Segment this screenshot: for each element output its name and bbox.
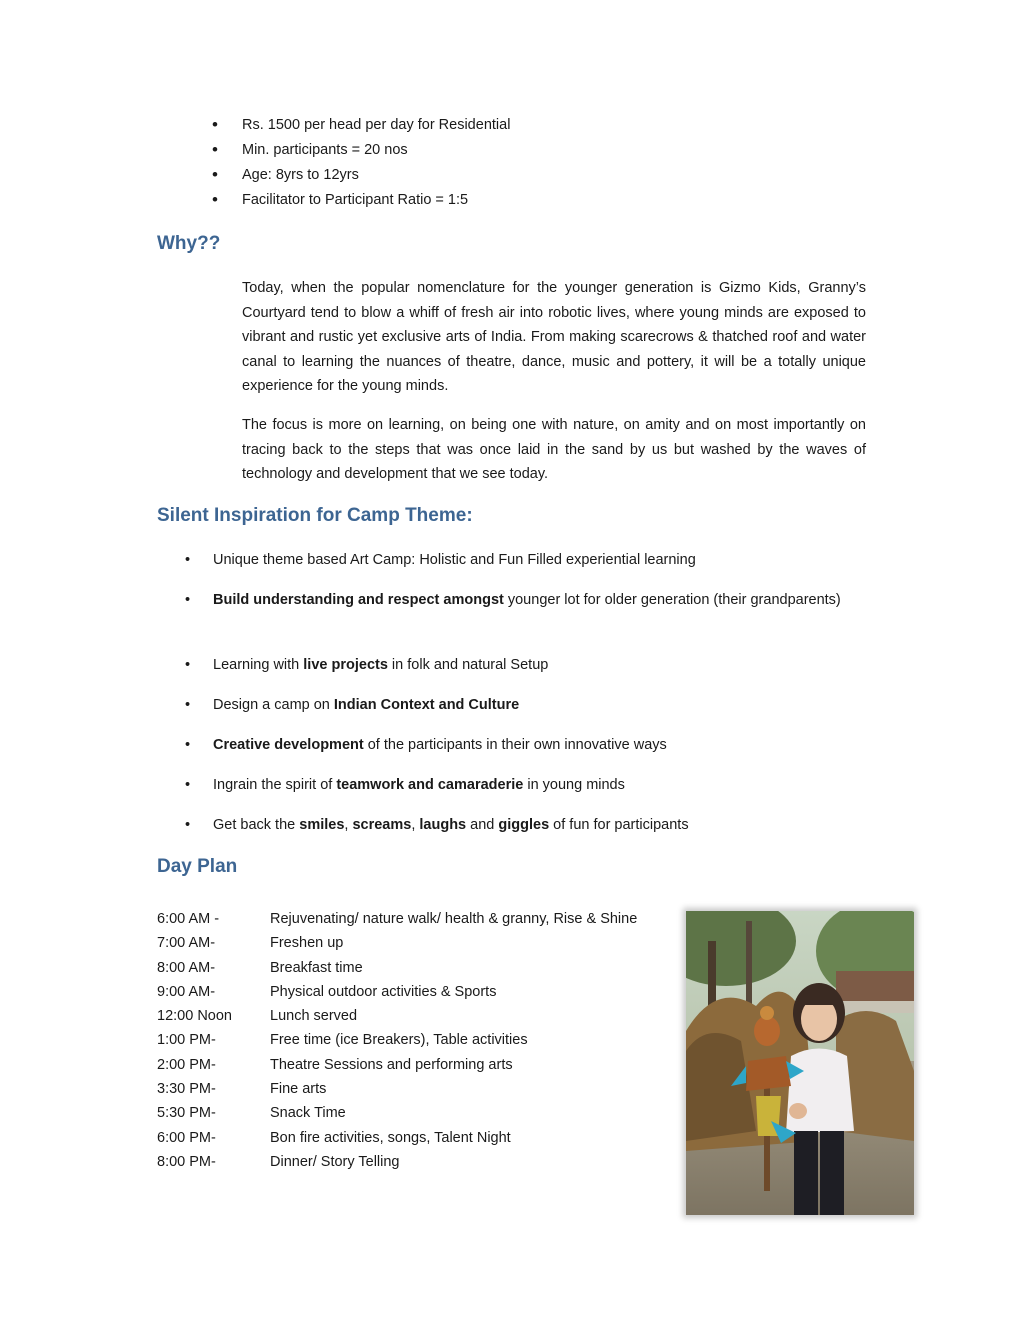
girl-with-scarecrow-illustration <box>686 911 914 1215</box>
schedule-time: 6:00 PM- <box>157 1129 216 1146</box>
schedule-row <box>157 981 637 1005</box>
bullet-marker: • <box>185 697 191 713</box>
inspiration-item <box>185 588 866 613</box>
bold-phrase: live projects <box>303 657 388 673</box>
inspiration-item-text <box>213 693 866 718</box>
schedule-activity: Breakfast time <box>270 959 363 976</box>
text-run: Get back the <box>213 817 300 833</box>
inspiration-item <box>185 813 866 838</box>
inspiration-item <box>185 773 866 798</box>
bold-phrase: Creative development <box>213 737 364 753</box>
pricing-bullet-list <box>212 114 510 214</box>
day-plan-heading: Day Plan <box>157 856 238 877</box>
schedule-activity: Rejuvenating/ nature walk/ health & granny, Rise & Shine <box>270 911 638 927</box>
schedule-activity: Fine arts <box>270 1081 327 1098</box>
schedule-time: 3:30 PM- <box>157 1081 216 1098</box>
inspiration-item-text <box>213 548 866 573</box>
bold-phrase: smiles <box>299 817 345 833</box>
inspiration-item <box>185 693 866 718</box>
schedule-activity: Theatre Sessions and performing arts <box>270 1056 513 1073</box>
inspiration-item <box>185 653 866 678</box>
day-plan-schedule <box>157 908 637 1175</box>
bold-phrase: teamwork and camaraderie <box>336 777 524 793</box>
bold-phrase: giggles <box>498 817 550 833</box>
bold-phrase: Indian Context and Culture <box>333 697 520 713</box>
bullet-marker: • <box>185 817 191 833</box>
text-run: younger lot for older generation (their grandparents) <box>503 592 841 608</box>
why-heading: Why?? <box>157 233 221 254</box>
schedule-activity: Snack Time <box>270 1105 346 1122</box>
text-run: of fun for participants <box>549 817 689 833</box>
schedule-activity: Freshen up <box>270 935 344 952</box>
text-run: Ingrain the spirit of <box>213 777 337 793</box>
text-run: Learning with <box>213 657 304 673</box>
text-run: , <box>411 817 420 833</box>
schedule-row <box>157 932 637 956</box>
schedule-activity: Dinner/ Story Telling <box>270 1153 400 1170</box>
bold-phrase: Build understanding and respect amongst <box>213 592 504 608</box>
text-run: Design a camp on <box>213 697 334 713</box>
schedule-time: 12:00 Noon <box>157 1008 232 1025</box>
why-paragraph-1: Today, when the popular nomenclature for the younger generation is Gizmo Kids, Granny’s Courtyard tend to blow a whiff of fresh air into robotic lives, where young minds are exposed to vibrant and rustic yet exclusive arts of India. From making scarecrows & thatched roof and water canal to learning the nuances of theatre, dance, music and pottery, it will be a totally unique experience for the young minds. <box>242 280 866 394</box>
schedule-row <box>157 1078 637 1102</box>
text-run: and <box>466 817 499 833</box>
bullet-marker: • <box>185 552 191 568</box>
bullet-marker: • <box>185 657 191 673</box>
inspiration-item <box>185 733 866 758</box>
schedule-row <box>157 957 637 981</box>
schedule-activity: Lunch served <box>270 1008 358 1025</box>
bold-phrase: laughs <box>419 817 467 833</box>
schedule-row <box>157 1005 637 1029</box>
schedule-time: 2:00 PM- <box>157 1056 216 1073</box>
schedule-activity: Bon fire activities, songs, Talent Night <box>270 1129 511 1146</box>
inspiration-item-text <box>213 813 866 838</box>
bullet-marker: • <box>185 777 191 793</box>
bullet-marker: • <box>185 592 191 608</box>
inspiration-item-text <box>213 653 866 678</box>
text-run: in young minds <box>523 777 625 793</box>
schedule-row <box>157 1054 637 1078</box>
schedule-time: 6:00 AM - <box>157 911 220 927</box>
inspiration-heading: Silent Inspiration for Camp Theme: <box>157 505 473 526</box>
text-run: in folk and natural Setup <box>387 657 549 673</box>
age-bullet: • Age: 8yrs to 12yrs <box>212 164 510 189</box>
schedule-time: 7:00 AM- <box>157 935 216 952</box>
participants-bullet: • Min. participants = 20 nos <box>212 139 510 164</box>
text-run: , <box>344 817 353 833</box>
schedule-time: 9:00 AM- <box>157 983 216 1000</box>
schedule-time: 8:00 AM- <box>157 959 216 976</box>
schedule-row <box>157 1029 637 1053</box>
schedule-row <box>157 1127 637 1151</box>
camp-photo <box>686 911 914 1215</box>
text-run: of the participants in their own innovative ways <box>363 737 667 753</box>
ratio-bullet: • Facilitator to Participant Ratio = 1:5 <box>212 189 510 214</box>
schedule-activity: Free time (ice Breakers), Table activities <box>270 1032 528 1049</box>
schedule-time: 5:30 PM- <box>157 1105 216 1122</box>
inspiration-item-text <box>213 588 866 613</box>
why-paragraph-2: The focus is more on learning, on being one with nature, on amity and on most importantly on tracing back to the steps that was once laid in the sand by us but washed by the waves of technology and development that we see today. <box>242 417 866 482</box>
inspiration-item-text <box>213 773 866 798</box>
schedule-time: 8:00 PM- <box>157 1153 216 1170</box>
bullet-marker: • <box>185 737 191 753</box>
schedule-row <box>157 1151 637 1175</box>
bold-phrase: screams <box>352 817 412 833</box>
inspiration-item <box>185 548 866 573</box>
schedule-time: 1:00 PM- <box>157 1032 216 1049</box>
text-run: Unique theme based Art Camp: Holistic and Fun Filled experiential learning <box>213 552 696 568</box>
pricing-bullet: • Rs. 1500 per head per day for Residential <box>212 114 510 139</box>
schedule-row <box>157 1102 637 1126</box>
schedule-row <box>157 908 637 932</box>
schedule-activity: Physical outdoor activities & Sports <box>270 983 497 1000</box>
inspiration-item-text <box>213 733 866 758</box>
